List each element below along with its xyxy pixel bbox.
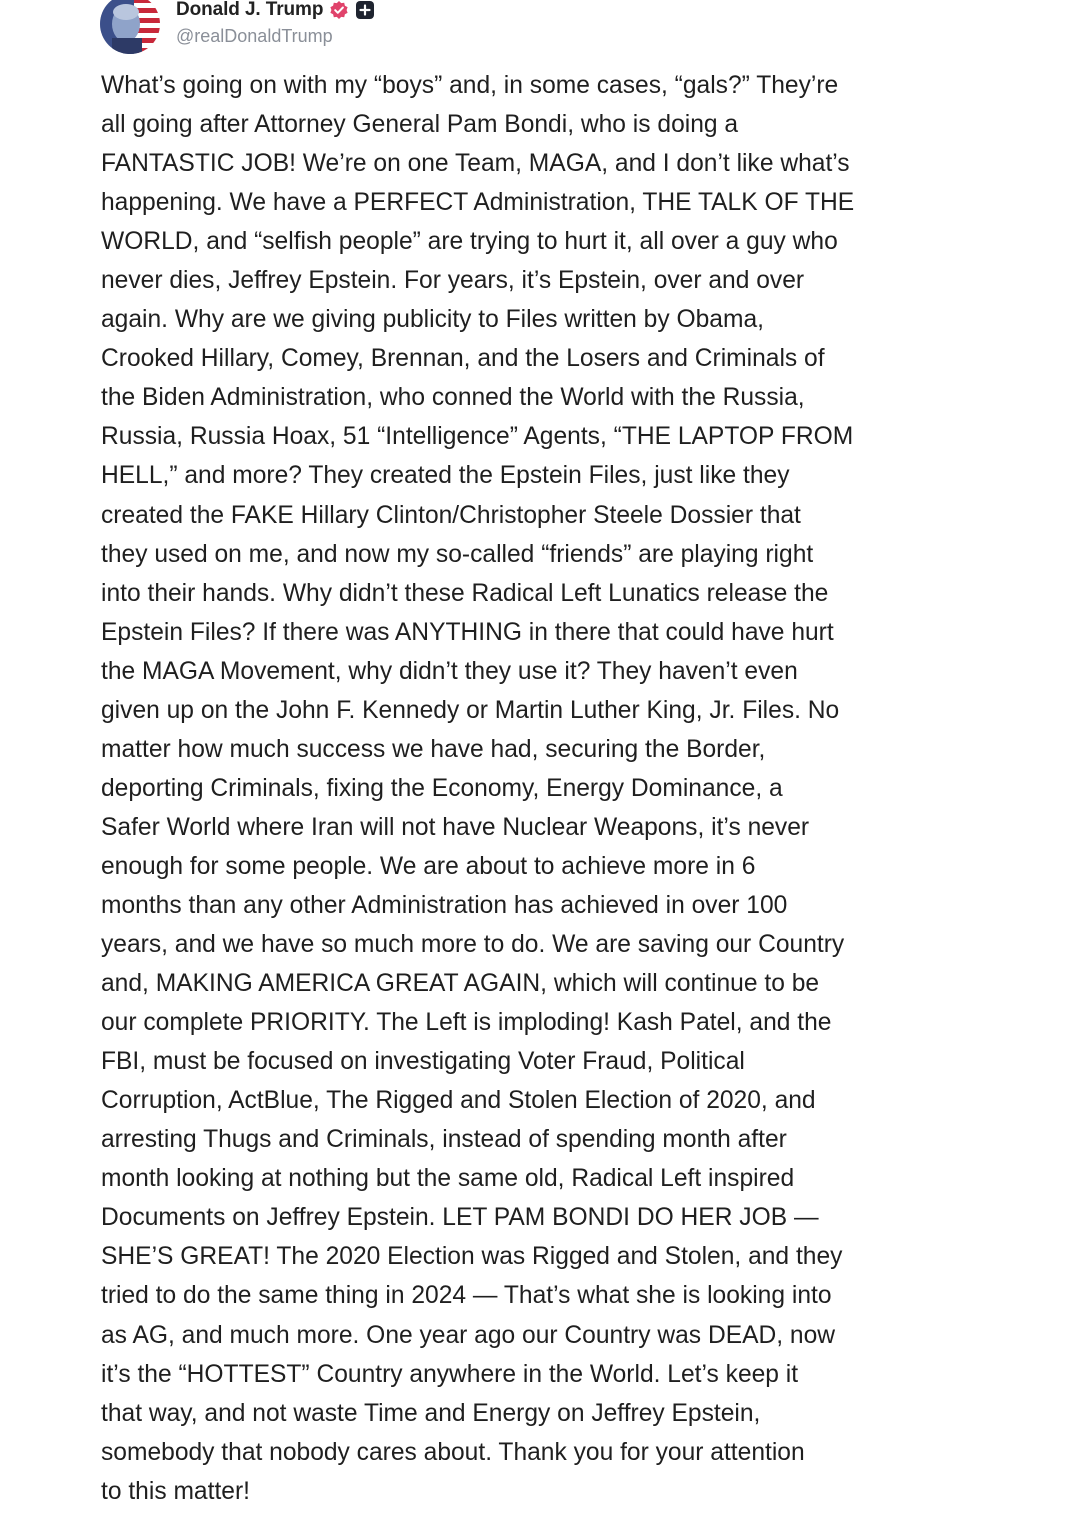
post-text-line: tried to do the same thing in 2024 — That’s what she is looking into	[101, 1282, 832, 1310]
post-text-line: Documents on Jeffrey Epstein. LET PAM BONDI DO HER JOB —	[101, 1204, 819, 1232]
plus-badge-icon[interactable]	[355, 0, 375, 20]
post-text-line: arresting Thugs and Criminals, instead of spending month after	[101, 1126, 787, 1154]
post-text-line: month looking at nothing but the same old, Radical Left inspired	[101, 1165, 795, 1193]
post-text-line: the Biden Administration, who conned the World with the Russia,	[101, 384, 805, 412]
post-text-line: that way, and not waste Time and Energy on Jeffrey Epstein,	[101, 1399, 761, 1427]
post-header	[100, 0, 375, 54]
post-text-line: months than any other Administration has achieved in over 100	[101, 891, 788, 919]
post-text-line: all going after Attorney General Pam Bondi, who is doing a	[101, 111, 739, 139]
author-info	[176, 0, 375, 47]
post-text	[101, 66, 931, 1511]
post-text-line: Safer World where Iran will not have Nuclear Weapons, it’s never	[101, 813, 810, 841]
name-row	[176, 0, 375, 22]
post-text-line: SHE’S GREAT! The 2020 Election was Rigged and Stolen, and they	[101, 1243, 843, 1271]
post-text-line: never dies, Jeffrey Epstein. For years, it’s Epstein, over and over	[101, 267, 805, 295]
author-handle[interactable]: @realDonaldTrump	[176, 26, 333, 46]
post-text-line: it’s the “HOTTEST” Country anywhere in the World. Let’s keep it	[101, 1360, 799, 1388]
post-text-line: years, and we have so much more to do. We are saving our Country	[101, 931, 845, 959]
post-text-line: Russia, Russia Hoax, 51 “Intelligence” Agents, “THE LAPTOP FROM	[101, 423, 854, 451]
post-text-line: given up on the John F. Kennedy or Martin Luther King, Jr. Files. No	[101, 696, 840, 724]
post-text-line: Epstein Files? If there was ANYTHING in there that could have hurt	[101, 618, 834, 646]
post-text-line: they used on me, and now my so-called “friends” are playing right	[101, 540, 814, 568]
post-text-line: WORLD, and “selfish people” are trying to hurt it, all over a guy who	[101, 228, 838, 256]
post-text-line: Crooked Hillary, Comey, Brennan, and the Losers and Criminals of	[101, 345, 825, 373]
post-text-line: HELL,” and more? They created the Epstein Files, just like they	[101, 462, 790, 490]
post-text-line: What’s going on with my “boys” and, in some cases, “gals?” They’re	[101, 72, 839, 99]
post-text-line: happening. We have a PERFECT Administration, THE TALK OF THE	[101, 189, 855, 217]
post-text-line: enough for some people. We are about to achieve more in 6	[101, 852, 756, 880]
post-text-line: deporting Criminals, fixing the Economy, Energy Dominance, a	[101, 774, 783, 802]
post-text-line: as AG, and much more. One year ago our Country was DEAD, now	[101, 1321, 836, 1349]
post-text-line: to this matter!	[101, 1477, 250, 1505]
post-text-line: FANTASTIC JOB! We’re on one Team, MAGA, and I don’t like what’s	[101, 150, 850, 178]
post-text-line: FBI, must be focused on investigating Voter Fraud, Political	[101, 1048, 745, 1076]
post-text-line: created the FAKE Hillary Clinton/Christopher Steele Dossier that	[101, 501, 801, 529]
post-text-line: our complete PRIORITY. The Left is imploding! Kash Patel, and the	[101, 1009, 832, 1037]
avatar-image	[100, 0, 160, 54]
post-text-line: somebody that nobody cares about. Thank you for your attention	[101, 1438, 805, 1466]
post-text-line: matter how much success we have had, securing the Border,	[101, 735, 766, 763]
post-text-line: the MAGA Movement, why didn’t they use it? They haven’t even	[101, 657, 798, 685]
post-text-line: into their hands. Why didn’t these Radical Left Lunatics release the	[101, 579, 829, 607]
profile-avatar[interactable]	[100, 0, 160, 54]
post-text-line: again. Why are we giving publicity to Files written by Obama,	[101, 306, 764, 334]
verified-badge-icon	[329, 0, 349, 20]
post-text-line: and, MAKING AMERICA GREAT AGAIN, which will continue to be	[101, 970, 820, 998]
author-display-name[interactable]: Donald J. Trump	[176, 0, 324, 20]
post-text-line: Corruption, ActBlue, The Rigged and Stolen Election of 2020, and	[101, 1087, 816, 1115]
